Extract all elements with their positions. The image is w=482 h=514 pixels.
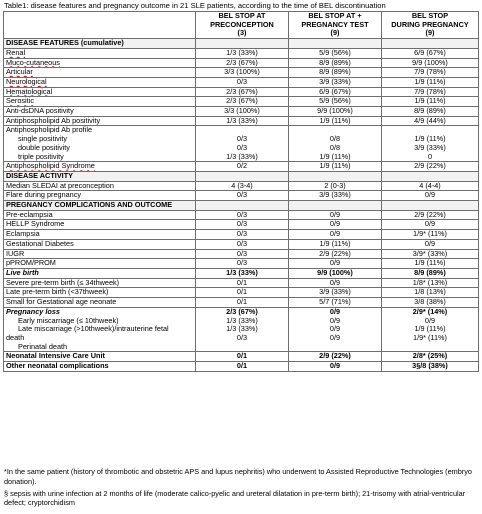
row-label-text: DISEASE ACTIVITY	[6, 171, 74, 180]
value-cell: 1/3 (33%)	[196, 48, 289, 58]
header-line: PREGNANCY TEST	[301, 19, 369, 29]
value-line: 0/9	[424, 315, 436, 325]
row-label-text: Anti-dsDNA positivity	[6, 106, 74, 116]
row-label	[4, 362, 196, 372]
header-line: (9)	[330, 28, 340, 38]
row-label-text: Muco-cutaneous	[6, 58, 60, 67]
value-line	[384, 343, 476, 352]
table-row	[4, 268, 479, 278]
value-cell: 0/3	[196, 249, 289, 259]
row-label	[4, 288, 196, 298]
value-cell	[289, 126, 382, 162]
table-row	[4, 352, 479, 362]
value-line: 1/9 (11%)	[319, 151, 351, 161]
footnote-section-sign: § sepsis with urine infection at 2 months of life (moderate calico-pyelic and ureteral dilatation in pre-term birth); 21-trisomy with atrial-ventricular defect; cryptorchidism	[4, 488, 466, 508]
row-label-text: Articular	[6, 67, 33, 77]
value-cell: 2/9 (22%)	[382, 162, 479, 172]
value-cell: 4 (4-4)	[382, 181, 479, 191]
value-cell: 8/9 (89%)	[289, 58, 382, 68]
table-row	[4, 181, 479, 191]
value-cell: 4 (3-4)	[196, 181, 289, 191]
value-cell: 1/9 (11%)	[289, 239, 382, 249]
value-cell: 2/9 (22%)	[289, 249, 382, 259]
value-cell: 6/9 (67%)	[382, 48, 479, 58]
outcome-table	[3, 11, 479, 372]
header-preconception	[196, 12, 289, 39]
row-label-text: Serositic	[6, 96, 34, 106]
row-label-text: Antiphospholipid Ab positivity	[6, 116, 101, 125]
row-label-text: Antiphospholipid Syndrome	[6, 161, 95, 171]
table-row	[4, 126, 479, 162]
table-row	[4, 239, 479, 249]
row-label-text: Gestational Diabetes	[6, 239, 74, 248]
value-cell: 1/9 (11%)	[382, 97, 479, 107]
value-cell	[196, 201, 289, 211]
value-cell: 5/7 (71%)	[289, 298, 382, 308]
value-cell: 3/9 (33%)	[289, 288, 382, 298]
value-cell: 8/9 (89%)	[382, 268, 479, 278]
header-line: BEL STOP AT +	[308, 11, 362, 20]
row-label-text: pPROM/PROM	[6, 258, 56, 268]
table-footnotes	[4, 467, 476, 510]
table-row	[4, 230, 479, 240]
value-cell: 3§/8 (38%)	[382, 362, 479, 372]
value-cell	[196, 126, 289, 162]
value-cell: 1/9 (11%)	[289, 116, 382, 126]
value-cell: 1/9 (11%)	[382, 77, 479, 87]
value-cell: 8/9 (89%)	[289, 68, 382, 78]
value-cell: 9/9 (100%)	[289, 107, 382, 117]
row-label-text: DISEASE FEATURES (cumulative)	[6, 38, 124, 48]
row-label-text: HELLP Syndrome	[6, 219, 65, 229]
table-header	[4, 12, 479, 39]
table-row	[4, 68, 479, 78]
value-cell: 8/9 (89%)	[382, 107, 479, 117]
row-label	[4, 268, 196, 278]
value-cell: 5/9 (56%)	[289, 97, 382, 107]
table-row	[4, 58, 479, 68]
value-cell: 5/9 (56%)	[289, 48, 382, 58]
row-label-text: Neurological	[6, 77, 47, 86]
row-label	[4, 181, 196, 191]
row-label	[4, 107, 196, 117]
value-cell: 0/9	[289, 230, 382, 240]
row-label	[4, 191, 196, 201]
header-line: PRECONCEPTION	[210, 19, 274, 29]
row-label	[4, 48, 196, 58]
value-line: 0/9	[329, 332, 341, 342]
row-label	[4, 220, 196, 230]
value-cell: 2 (0-3)	[289, 181, 382, 191]
row-label	[4, 171, 196, 181]
value-cell: 1/8 (13%)	[382, 288, 479, 298]
table-row	[4, 278, 479, 288]
value-cell: 0/1	[196, 352, 289, 362]
value-line: 3/9 (33%)	[414, 142, 446, 152]
footnote-asterisk: *In the same patient (history of thrombotic and obstetric APS and lupus nephritis) who underwent to Assisted Reproductive Technologies (embryo donation).	[4, 467, 472, 486]
table-row	[4, 162, 479, 172]
value-cell: 0/9	[289, 259, 382, 269]
value-cell: 2/9 (22%)	[289, 352, 382, 362]
row-label	[4, 201, 196, 211]
value-cell: 3/9 (33%)	[289, 191, 382, 201]
value-cell: 1/3 (33%)	[196, 116, 289, 126]
table-row	[4, 298, 479, 308]
row-label-text: Neonatal Intensive Care Unit	[6, 351, 105, 361]
value-cell: 1/3 (33%)	[196, 268, 289, 278]
table-row	[4, 87, 479, 97]
row-label	[4, 162, 196, 172]
row-label-text: Pre-eclampsia	[6, 210, 53, 219]
row-label-line: death	[6, 332, 25, 342]
value-cell: 2/3 (67%)	[196, 58, 289, 68]
value-cell	[289, 171, 382, 181]
row-label-line: Perinatal death	[18, 341, 68, 351]
header-line: BEL STOP	[411, 11, 449, 20]
row-label	[4, 58, 196, 68]
row-label-text: Severe pre-term birth (≤ 34thweek)	[6, 278, 120, 287]
row-label-line: Antiphospholipid Ab profile	[6, 125, 93, 135]
value-cell: 0/9	[289, 362, 382, 372]
value-line: 1/9 (11%)	[414, 134, 446, 144]
table-row	[4, 210, 479, 220]
value-line: 0/9	[329, 315, 341, 325]
value-cell	[196, 39, 289, 49]
value-cell	[382, 201, 479, 211]
value-cell: 3/9 (33%)	[289, 77, 382, 87]
value-cell: 0/1	[196, 362, 289, 372]
value-cell: 1/9 (11%)	[289, 162, 382, 172]
value-cell: 0/3	[196, 220, 289, 230]
value-cell: 3/9* (33%)	[382, 249, 479, 259]
value-cell: 1/9* (11%)	[382, 230, 479, 240]
value-line: 1/9 (11%)	[414, 324, 446, 334]
row-label-text: Late pre-term birth (<37thweek)	[6, 287, 109, 297]
value-line: 2/9* (14%)	[412, 307, 448, 316]
row-label	[4, 352, 196, 362]
value-cell: 7/9 (78%)	[382, 87, 479, 97]
value-line: 2/3 (67%)	[226, 307, 258, 316]
value-cell	[196, 307, 289, 352]
row-label-text: Median SLEDAI at preconception	[6, 181, 114, 190]
row-label-text: Small for Gestational age neonate	[6, 297, 117, 307]
row-label-text: Live birth	[6, 268, 39, 277]
value-line: 0/3	[236, 134, 248, 144]
value-cell: 0/9	[289, 278, 382, 288]
value-line: 0/3	[236, 142, 248, 152]
table-row	[4, 288, 479, 298]
table-caption: Table1: disease features and pregnancy outcome in 21 SLE patients, according to the time of BEL discontinuation	[4, 1, 386, 10]
table-row	[4, 116, 479, 126]
value-line	[291, 343, 379, 352]
value-cell: 0/3	[196, 77, 289, 87]
row-label-text: Eclampsia	[6, 229, 40, 239]
value-cell: 0/9	[382, 191, 479, 201]
row-label	[4, 249, 196, 259]
table-row	[4, 107, 479, 117]
value-cell: 2/8* (25%)	[382, 352, 479, 362]
row-label	[4, 116, 196, 126]
value-cell: 6/9 (67%)	[289, 87, 382, 97]
row-label-text: PREGNANCY COMPLICATIONS AND OUTCOME	[6, 200, 173, 210]
value-cell: 0/1	[196, 298, 289, 308]
table-body	[4, 39, 479, 372]
value-line: 0/8	[329, 134, 341, 144]
table-row	[4, 48, 479, 58]
table-row	[4, 362, 479, 372]
value-cell	[382, 171, 479, 181]
row-label-text: Hematological	[6, 87, 53, 96]
value-line: 0/9	[329, 324, 341, 334]
value-line: 1/3 (33%)	[226, 324, 258, 334]
value-cell: 0/3	[196, 210, 289, 220]
section-row	[4, 171, 479, 181]
table-row	[4, 220, 479, 230]
value-cell: 3/3 (100%)	[196, 68, 289, 78]
value-line: 0/9	[329, 307, 341, 316]
value-cell: 0/3	[196, 259, 289, 269]
section-row	[4, 201, 479, 211]
header-line: DURING PREGNANCY	[391, 19, 469, 29]
row-label	[4, 278, 196, 288]
row-label	[4, 87, 196, 97]
value-cell	[382, 307, 479, 352]
value-cell	[196, 171, 289, 181]
row-label	[4, 126, 196, 162]
header-blank	[4, 12, 196, 39]
table-row	[4, 259, 479, 269]
table-row	[4, 307, 479, 352]
value-cell: 7/9 (78%)	[382, 68, 479, 78]
row-label	[4, 298, 196, 308]
value-cell	[289, 39, 382, 49]
value-cell: 3/8 (38%)	[382, 298, 479, 308]
row-label-text: Flare during pregnancy	[6, 190, 82, 200]
value-cell: 0/3	[196, 230, 289, 240]
header-line: BEL STOP AT	[218, 11, 266, 20]
value-cell: 0/1	[196, 278, 289, 288]
row-label	[4, 77, 196, 87]
table-row	[4, 77, 479, 87]
value-cell: 9/9 (100%)	[289, 268, 382, 278]
value-cell: 0/2	[196, 162, 289, 172]
value-line: 1/3 (33%)	[226, 151, 258, 161]
section-row	[4, 39, 479, 49]
value-line	[198, 343, 286, 352]
row-label-line: triple positivity	[18, 151, 64, 161]
header-line: (3)	[237, 28, 247, 38]
value-cell: 0/1	[196, 288, 289, 298]
value-cell	[289, 201, 382, 211]
value-cell: 1/8* (13%)	[382, 278, 479, 288]
table-row	[4, 191, 479, 201]
row-label-line: single positivity	[18, 134, 68, 144]
value-line: 0/3	[236, 332, 248, 342]
table-row	[4, 97, 479, 107]
row-label-text: IUGR	[6, 249, 25, 258]
value-cell	[382, 126, 479, 162]
header-row	[4, 12, 479, 39]
value-cell: 0/9	[289, 220, 382, 230]
row-label-text: Renal	[6, 48, 26, 57]
value-cell: 2/3 (67%)	[196, 97, 289, 107]
row-label	[4, 230, 196, 240]
value-cell: 0/3	[196, 191, 289, 201]
value-cell: 9/9 (100%)	[382, 58, 479, 68]
row-label-text: Other neonatal complications	[6, 361, 109, 371]
row-label-line: Early miscarriage (≤ 10thweek)	[18, 315, 119, 325]
value-cell: 2/9 (22%)	[382, 210, 479, 220]
row-label	[4, 239, 196, 249]
table-row	[4, 249, 479, 259]
value-cell: 0/9	[289, 210, 382, 220]
row-label	[4, 68, 196, 78]
value-cell	[382, 39, 479, 49]
value-cell: 0/9	[382, 239, 479, 249]
row-label-line: Late miscarriage (>10thweek)/intrauterine fetal	[18, 324, 169, 334]
header-line: (9)	[425, 28, 435, 38]
row-label	[4, 97, 196, 107]
row-label-line: Pregnancy loss	[6, 307, 60, 316]
row-label	[4, 259, 196, 269]
row-label	[4, 210, 196, 220]
value-cell: 3/3 (100%)	[196, 107, 289, 117]
value-line: 1/3 (33%)	[226, 315, 258, 325]
header-during-pregnancy	[382, 12, 479, 39]
row-label	[4, 39, 196, 49]
value-line: 0/8	[329, 142, 341, 152]
value-cell: 0/3	[196, 239, 289, 249]
value-cell: 0/9	[382, 220, 479, 230]
header-pregnancy-test	[289, 12, 382, 39]
row-label-line: double positivity	[18, 142, 70, 152]
value-cell: 2/3 (67%)	[196, 87, 289, 97]
row-label	[4, 307, 196, 352]
value-cell	[289, 307, 382, 352]
value-cell: 1/9 (11%)	[382, 259, 479, 269]
value-line: 0	[427, 151, 433, 161]
value-cell: 4/9 (44%)	[382, 116, 479, 126]
value-line: 1/9* (11%)	[413, 332, 447, 342]
